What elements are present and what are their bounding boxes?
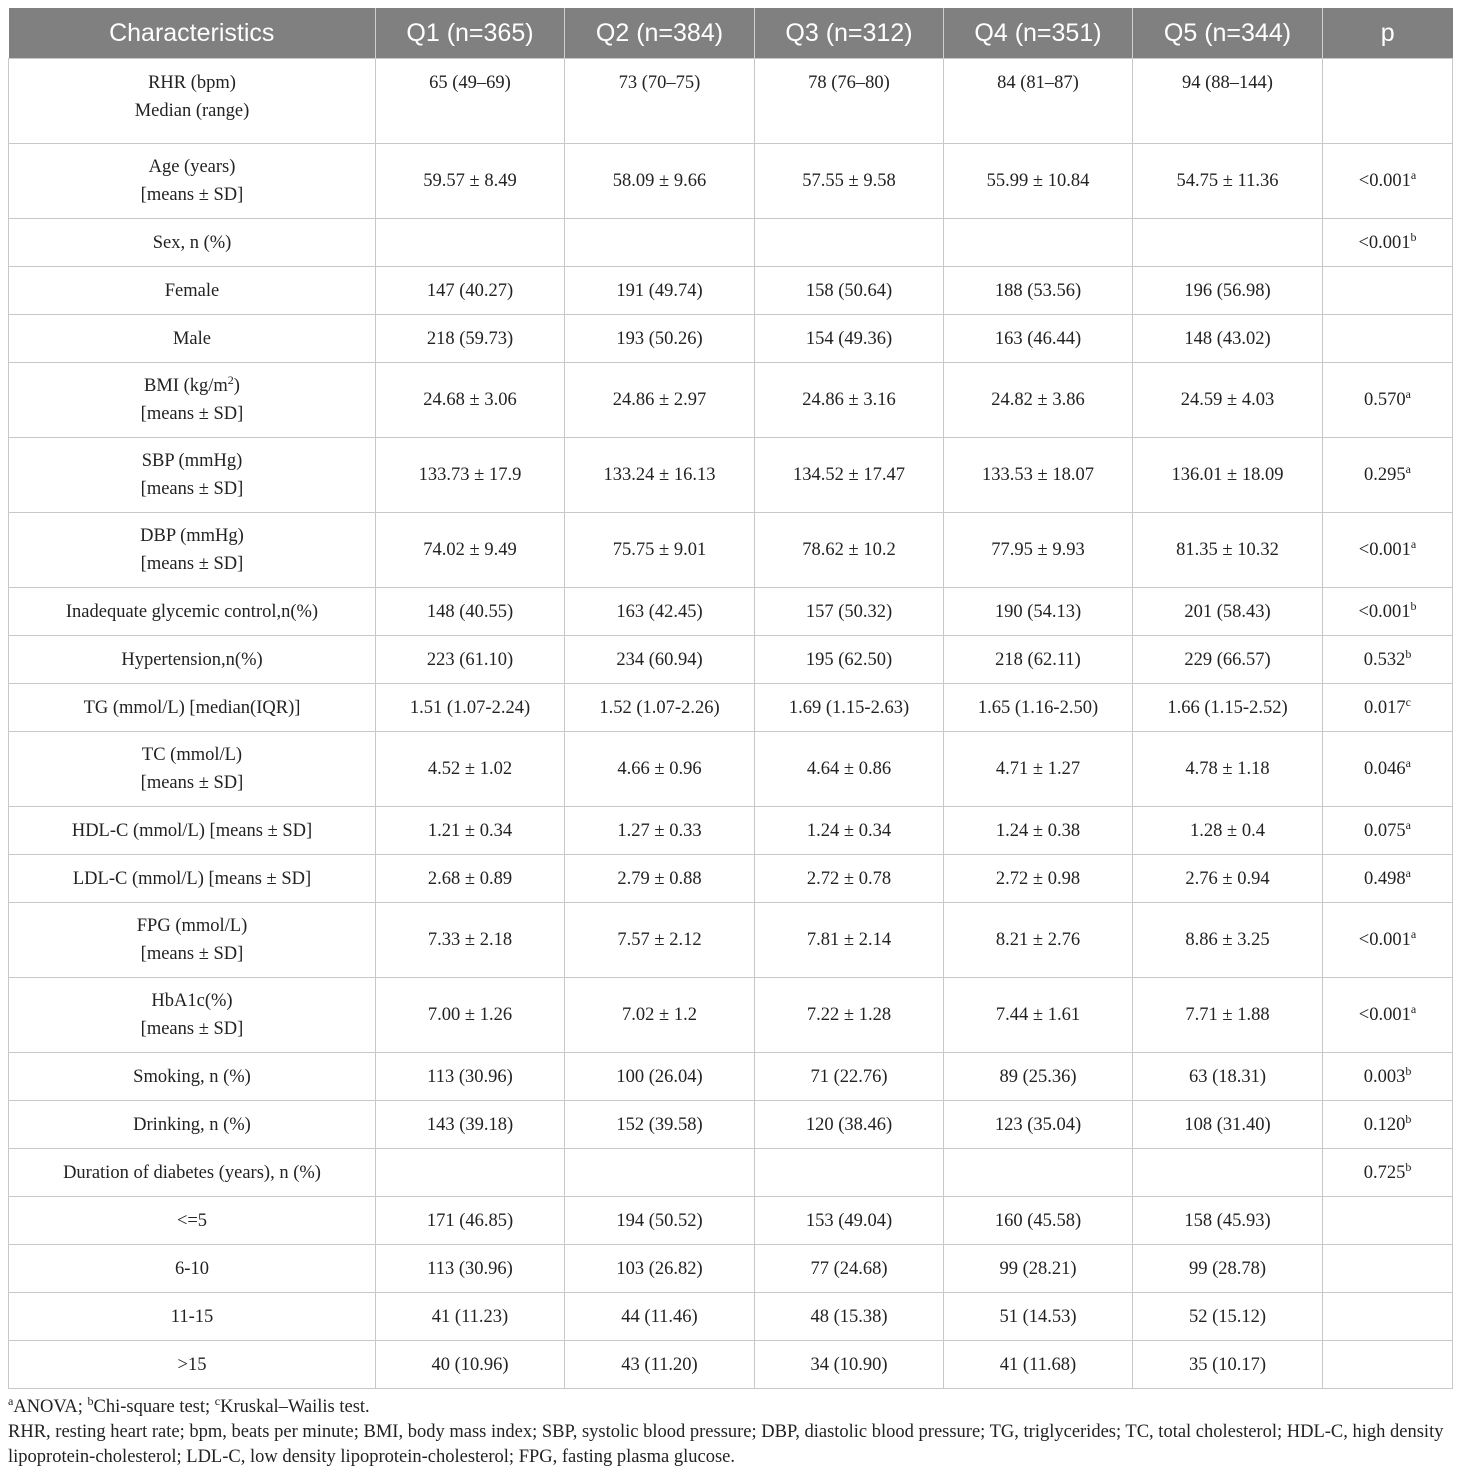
value-cell-q1: 143 (39.18): [376, 1101, 565, 1149]
value-cell-q1: 1.51 (1.07-2.24): [376, 684, 565, 732]
p-value: <0.001: [1358, 232, 1411, 253]
value-cell-q5: 7.71 ± 1.88: [1133, 978, 1323, 1053]
row-label-line: Smoking, n (%): [133, 1066, 251, 1087]
p-value: 0.498: [1364, 868, 1406, 889]
value-cell-q2: 234 (60.94): [565, 636, 755, 684]
value-cell-q4: 1.65 (1.16-2.50): [944, 684, 1133, 732]
p-value-cell: [1323, 1149, 1453, 1197]
row-label-line: LDL-C (mmol/L) [means ± SD]: [72, 868, 312, 889]
row-label: [9, 636, 376, 684]
value-cell-q4: 218 (62.11): [944, 636, 1133, 684]
value-cell-q1: 133.73 ± 17.9: [376, 438, 565, 513]
abbreviations-note: RHR, resting heart rate; bpm, beats per minute; BMI, body mass index; SBP, systolic blood pressure; DBP, diastolic blood pressure; TG, triglycerides; TC, total cholesterol; HDL-C, high density lipoprotein-cholesterol; LDL-C, low density lipoprotein-cholesterol; FPG, fasting plasma glucose.: [8, 1422, 1444, 1467]
p-value: 0.295: [1364, 465, 1406, 485]
row-label-line: SBP (mmHg): [141, 451, 243, 471]
row-label-line: >15: [177, 1354, 207, 1375]
p-value-cell: [1323, 315, 1453, 363]
row-label-line: Hypertension,n(%): [121, 649, 263, 670]
p-value-test-marker: c: [1405, 694, 1411, 709]
table-row: [9, 807, 1453, 855]
value-cell-q4: 1.24 ± 0.38: [944, 807, 1133, 855]
value-cell-q1: 74.02 ± 9.49: [376, 513, 565, 588]
value-cell-q3: 157 (50.32): [755, 588, 944, 636]
header-q5: Q5 (n=344): [1133, 8, 1323, 59]
value-cell-q5: 4.78 ± 1.18: [1133, 732, 1323, 807]
table-row: [9, 636, 1453, 684]
value-cell-q5: 229 (66.57): [1133, 636, 1323, 684]
value-cell-q2: [565, 219, 755, 267]
value-cell-q3: 1.69 (1.15-2.63): [755, 684, 944, 732]
row-label: [9, 438, 376, 513]
row-label: [9, 588, 376, 636]
value-cell-q5: 108 (31.40): [1133, 1101, 1323, 1149]
value-cell-q4: 4.71 ± 1.27: [944, 732, 1133, 807]
row-label: [9, 807, 376, 855]
value-cell-q5: 158 (45.93): [1133, 1197, 1323, 1245]
row-label: [9, 978, 376, 1053]
row-label: [9, 903, 376, 978]
row-label-line: Drinking, n (%): [133, 1114, 251, 1135]
value-cell-q2: 133.24 ± 16.13: [565, 438, 755, 513]
row-label: [9, 1197, 376, 1245]
row-label-line: Sex, n (%): [152, 232, 232, 253]
table-row: [9, 588, 1453, 636]
value-cell-q2: [565, 1149, 755, 1197]
p-value-cell: [1323, 1053, 1453, 1101]
value-cell-q5: 196 (56.98): [1133, 267, 1323, 315]
value-cell-q2: 4.66 ± 0.96: [565, 732, 755, 807]
p-value: 0.120: [1363, 1114, 1406, 1135]
row-label-line: Age (years): [148, 157, 236, 177]
value-cell-q1: 7.00 ± 1.26: [376, 978, 565, 1053]
value-cell-q1: 40 (10.96): [376, 1341, 565, 1389]
test-name: ANOVA;: [13, 1397, 88, 1417]
p-value-cell: [1323, 363, 1453, 438]
table-row: [9, 1149, 1453, 1197]
p-value: <0.001: [1358, 171, 1411, 191]
p-value-cell: [1323, 1245, 1453, 1293]
value-cell-q2: 191 (49.74): [565, 267, 755, 315]
value-cell-q3: 77 (24.68): [755, 1245, 944, 1293]
row-label-line: Male: [172, 328, 211, 349]
table-row: [9, 438, 1453, 513]
p-value: 0.046: [1364, 759, 1406, 779]
header-characteristics: Characteristics: [9, 8, 376, 59]
table-footnotes: [8, 1395, 1452, 1470]
value-cell-q2: 43 (11.20): [565, 1341, 755, 1389]
p-value-test-marker: a: [1405, 865, 1411, 880]
value-cell-q2: 103 (26.82): [565, 1245, 755, 1293]
value-cell-q1: 7.33 ± 2.18: [376, 903, 565, 978]
value-cell-q5: 54.75 ± 11.36: [1133, 144, 1323, 219]
value-cell-q1: [376, 1149, 565, 1197]
row-label-line: Female: [164, 280, 220, 301]
row-label: [9, 144, 376, 219]
row-label: [9, 1101, 376, 1149]
value-cell-q5: 24.59 ± 4.03: [1133, 363, 1323, 438]
table-row: [9, 903, 1453, 978]
value-cell-q5: 148 (43.02): [1133, 315, 1323, 363]
value-cell-q3: 48 (15.38): [755, 1293, 944, 1341]
p-value: <0.001: [1358, 540, 1411, 560]
p-value-test-marker: b: [1405, 1063, 1412, 1078]
value-cell-q3: [755, 1149, 944, 1197]
table-row: [9, 684, 1453, 732]
p-value-cell: [1323, 807, 1453, 855]
table-row: [9, 513, 1453, 588]
table-container: [8, 8, 1452, 1470]
row-label: [9, 1053, 376, 1101]
p-value-test-marker: b: [1410, 229, 1417, 244]
p-value-cell: [1323, 219, 1453, 267]
value-cell-q1: 1.21 ± 0.34: [376, 807, 565, 855]
row-label-line: HbA1c(%): [151, 991, 233, 1011]
value-cell-q4: 163 (46.44): [944, 315, 1133, 363]
row-label-line: [means ± SD]: [140, 1019, 244, 1039]
p-value: 0.003: [1363, 1066, 1406, 1087]
p-value-cell: [1323, 267, 1453, 315]
table-row: [9, 219, 1453, 267]
table-row: [9, 144, 1453, 219]
table-row: [9, 1101, 1453, 1149]
test-name: Chi-square test;: [93, 1397, 215, 1417]
value-cell-q4: 84 (81–87): [944, 59, 1133, 144]
value-cell-q4: 41 (11.68): [944, 1341, 1133, 1389]
row-label-line: Duration of diabetes (years), n (%): [63, 1162, 321, 1183]
row-label-line: Inadequate glycemic control,n(%): [65, 601, 319, 622]
value-cell-q4: 133.53 ± 18.07: [944, 438, 1133, 513]
table-row: [9, 363, 1453, 438]
value-cell-q5: [1133, 1149, 1323, 1197]
value-cell-q4: 2.72 ± 0.98: [944, 855, 1133, 903]
value-cell-q2: 7.02 ± 1.2: [565, 978, 755, 1053]
row-label: [9, 1341, 376, 1389]
p-value: 0.017: [1364, 697, 1406, 718]
value-cell-q2: 7.57 ± 2.12: [565, 903, 755, 978]
p-value: <0.001: [1358, 601, 1411, 622]
table-row: [9, 1341, 1453, 1389]
value-cell-q1: 113 (30.96): [376, 1053, 565, 1101]
p-value: <0.001: [1358, 930, 1411, 950]
table-row: [9, 315, 1453, 363]
p-value-test-marker: b: [1405, 646, 1412, 661]
value-cell-q5: 2.76 ± 0.94: [1133, 855, 1323, 903]
row-label-line: [means ± SD]: [140, 773, 244, 793]
header-q1: Q1 (n=365): [376, 8, 565, 59]
value-cell-q1: 218 (59.73): [376, 315, 565, 363]
value-cell-q3: 120 (38.46): [755, 1101, 944, 1149]
test-name: Kruskal–Wailis test.: [220, 1397, 370, 1417]
characteristics-table: [8, 8, 1453, 1389]
value-cell-q1: 65 (49–69): [376, 59, 565, 144]
value-cell-q4: 51 (14.53): [944, 1293, 1133, 1341]
row-label-line: TC (mmol/L): [141, 745, 243, 765]
p-value-test-marker: a: [1405, 462, 1411, 476]
value-cell-q4: 7.44 ± 1.61: [944, 978, 1133, 1053]
table-row: [9, 732, 1453, 807]
p-value-test-marker: b: [1405, 1159, 1412, 1174]
value-cell-q4: 190 (54.13): [944, 588, 1133, 636]
value-cell-q5: [1133, 219, 1323, 267]
p-value-test-marker: a: [1405, 817, 1411, 832]
value-cell-q2: 1.52 (1.07-2.26): [565, 684, 755, 732]
value-cell-q3: 78 (76–80): [755, 59, 944, 144]
row-label-line: [means ± SD]: [140, 479, 244, 499]
header-q3: Q3 (n=312): [755, 8, 944, 59]
value-cell-q3: 154 (49.36): [755, 315, 944, 363]
p-value: 0.570: [1364, 390, 1406, 410]
p-value-test-marker: a: [1410, 537, 1417, 551]
value-cell-q4: [944, 219, 1133, 267]
p-value-test-marker: a: [1405, 387, 1411, 401]
header-p: p: [1323, 8, 1453, 59]
value-cell-q4: 89 (25.36): [944, 1053, 1133, 1101]
row-label-line: [means ± SD]: [140, 944, 244, 964]
value-cell-q4: 24.82 ± 3.86: [944, 363, 1133, 438]
p-value-cell: [1323, 684, 1453, 732]
value-cell-q1: 24.68 ± 3.06: [376, 363, 565, 438]
value-cell-q2: 100 (26.04): [565, 1053, 755, 1101]
row-label: [9, 1149, 376, 1197]
row-label-line: FPG (mmol/L): [136, 916, 248, 936]
p-value-cell: [1323, 513, 1453, 588]
row-label-line: [means ± SD]: [140, 554, 244, 574]
row-label: [9, 267, 376, 315]
row-label: [9, 315, 376, 363]
value-cell-q3: 4.64 ± 0.86: [755, 732, 944, 807]
table-row: [9, 1245, 1453, 1293]
p-value-cell: [1323, 1293, 1453, 1341]
row-label: [9, 684, 376, 732]
value-cell-q3: [755, 219, 944, 267]
value-cell-q1: 171 (46.85): [376, 1197, 565, 1245]
value-cell-q2: 2.79 ± 0.88: [565, 855, 755, 903]
label-suffix: ): [233, 376, 240, 396]
value-cell-q3: 7.81 ± 2.14: [755, 903, 944, 978]
value-cell-q3: 1.24 ± 0.34: [755, 807, 944, 855]
test-marker: c: [214, 1394, 221, 1408]
value-cell-q2: 75.75 ± 9.01: [565, 513, 755, 588]
value-cell-q3: 195 (62.50): [755, 636, 944, 684]
p-value-cell: [1323, 1101, 1453, 1149]
row-label: [9, 513, 376, 588]
p-value-test-marker: a: [1405, 756, 1411, 770]
table-row: [9, 978, 1453, 1053]
table-row: [9, 855, 1453, 903]
value-cell-q1: 41 (11.23): [376, 1293, 565, 1341]
row-label-line: 11-15: [170, 1306, 214, 1327]
row-label-line: <=5: [176, 1210, 208, 1231]
row-label: [9, 732, 376, 807]
p-value-cell: [1323, 732, 1453, 807]
statistical-tests-note: [8, 1395, 1452, 1420]
p-value-cell: [1323, 588, 1453, 636]
p-value-cell: [1323, 855, 1453, 903]
value-cell-q2: 163 (42.45): [565, 588, 755, 636]
value-cell-q5: 201 (58.43): [1133, 588, 1323, 636]
p-value-cell: [1323, 636, 1453, 684]
table-body: [9, 59, 1453, 1389]
p-value: 0.532: [1363, 649, 1406, 670]
row-label: [9, 363, 376, 438]
value-cell-q4: [944, 1149, 1133, 1197]
row-label: [9, 59, 376, 144]
row-label-line: Median (range): [134, 101, 250, 121]
value-cell-q4: 8.21 ± 2.76: [944, 903, 1133, 978]
value-cell-q5: 1.28 ± 0.4: [1133, 807, 1323, 855]
row-label-line: [means ± SD]: [140, 185, 244, 205]
value-cell-q3: 158 (50.64): [755, 267, 944, 315]
p-value-test-marker: a: [1410, 1002, 1417, 1016]
value-cell-q1: [376, 219, 565, 267]
value-cell-q2: 152 (39.58): [565, 1101, 755, 1149]
value-cell-q1: 4.52 ± 1.02: [376, 732, 565, 807]
value-cell-q4: 123 (35.04): [944, 1101, 1133, 1149]
value-cell-q1: 223 (61.10): [376, 636, 565, 684]
value-cell-q3: 24.86 ± 3.16: [755, 363, 944, 438]
value-cell-q3: 7.22 ± 1.28: [755, 978, 944, 1053]
value-cell-q3: 34 (10.90): [755, 1341, 944, 1389]
row-label: [9, 855, 376, 903]
value-cell-q2: 24.86 ± 2.97: [565, 363, 755, 438]
p-value-test-marker: b: [1410, 598, 1417, 613]
value-cell-q5: 52 (15.12): [1133, 1293, 1323, 1341]
row-label: [9, 1245, 376, 1293]
value-cell-q3: 134.52 ± 17.47: [755, 438, 944, 513]
row-label-line: BMI $(kg/m^2)$: [144, 373, 240, 396]
value-cell-q5: 1.66 (1.15-2.52): [1133, 684, 1323, 732]
p-value-test-marker: b: [1405, 1111, 1412, 1126]
value-cell-q2: 194 (50.52): [565, 1197, 755, 1245]
table-row: [9, 1053, 1453, 1101]
value-cell-q1: 148 (40.55): [376, 588, 565, 636]
value-cell-q2: 44 (11.46): [565, 1293, 755, 1341]
value-cell-q2: 58.09 ± 9.66: [565, 144, 755, 219]
p-value-cell: [1323, 438, 1453, 513]
value-cell-q5: 63 (18.31): [1133, 1053, 1323, 1101]
value-cell-q5: 35 (10.17): [1133, 1341, 1323, 1389]
table-row: [9, 267, 1453, 315]
value-cell-q1: 59.57 ± 8.49: [376, 144, 565, 219]
p-value: <0.001: [1358, 1005, 1411, 1025]
value-cell-q1: 147 (40.27): [376, 267, 565, 315]
value-cell-q4: 77.95 ± 9.93: [944, 513, 1133, 588]
p-value-test-marker: a: [1410, 168, 1417, 182]
row-label: [9, 1293, 376, 1341]
row-label-line: RHR (bpm): [148, 73, 236, 93]
value-cell-q4: 188 (53.56): [944, 267, 1133, 315]
value-cell-q3: 2.72 ± 0.78: [755, 855, 944, 903]
test-marker: b: [87, 1394, 94, 1408]
row-label-line: HDL-C (mmol/L) [means ± SD]: [71, 820, 313, 841]
table-row: [9, 1197, 1453, 1245]
p-value-cell: [1323, 1341, 1453, 1389]
p-value-cell: [1323, 59, 1453, 144]
row-label-line: TG (mmol/L) [median(IQR)]: [83, 697, 301, 718]
p-value-cell: [1323, 1197, 1453, 1245]
value-cell-q4: 160 (45.58): [944, 1197, 1133, 1245]
row-label: [9, 219, 376, 267]
row-label-line: [means ± SD]: [140, 404, 244, 424]
row-label-line: DBP (mmHg): [140, 526, 244, 546]
header-row: [9, 8, 1453, 59]
value-cell-q5: 8.86 ± 3.25: [1133, 903, 1323, 978]
p-value-cell: [1323, 978, 1453, 1053]
p-value: 0.075: [1364, 820, 1406, 841]
value-cell-q2: 73 (70–75): [565, 59, 755, 144]
p-value-test-marker: a: [1410, 927, 1417, 941]
value-cell-q4: 55.99 ± 10.84: [944, 144, 1133, 219]
header-q4: Q4 (n=351): [944, 8, 1133, 59]
p-value: 0.725: [1363, 1162, 1406, 1183]
value-cell-q3: 57.55 ± 9.58: [755, 144, 944, 219]
value-cell-q5: 136.01 ± 18.09: [1133, 438, 1323, 513]
label-superscript: 2: [227, 373, 234, 387]
value-cell-q3: 78.62 ± 10.2: [755, 513, 944, 588]
value-cell-q3: 153 (49.04): [755, 1197, 944, 1245]
row-label-line: 6-10: [175, 1258, 209, 1279]
test-marker: a: [8, 1394, 14, 1408]
table-row: [9, 1293, 1453, 1341]
table-row: [9, 59, 1453, 144]
p-value-cell: [1323, 144, 1453, 219]
header-q2: Q2 (n=384): [565, 8, 755, 59]
value-cell-q3: 71 (22.76): [755, 1053, 944, 1101]
value-cell-q1: 113 (30.96): [376, 1245, 565, 1293]
value-cell-q1: 2.68 ± 0.89: [376, 855, 565, 903]
value-cell-q5: 99 (28.78): [1133, 1245, 1323, 1293]
value-cell-q4: 99 (28.21): [944, 1245, 1133, 1293]
value-cell-q2: 1.27 ± 0.33: [565, 807, 755, 855]
p-value-cell: [1323, 903, 1453, 978]
value-cell-q5: 81.35 ± 10.32: [1133, 513, 1323, 588]
value-cell-q2: 193 (50.26): [565, 315, 755, 363]
value-cell-q5: 94 (88–144): [1133, 59, 1323, 144]
